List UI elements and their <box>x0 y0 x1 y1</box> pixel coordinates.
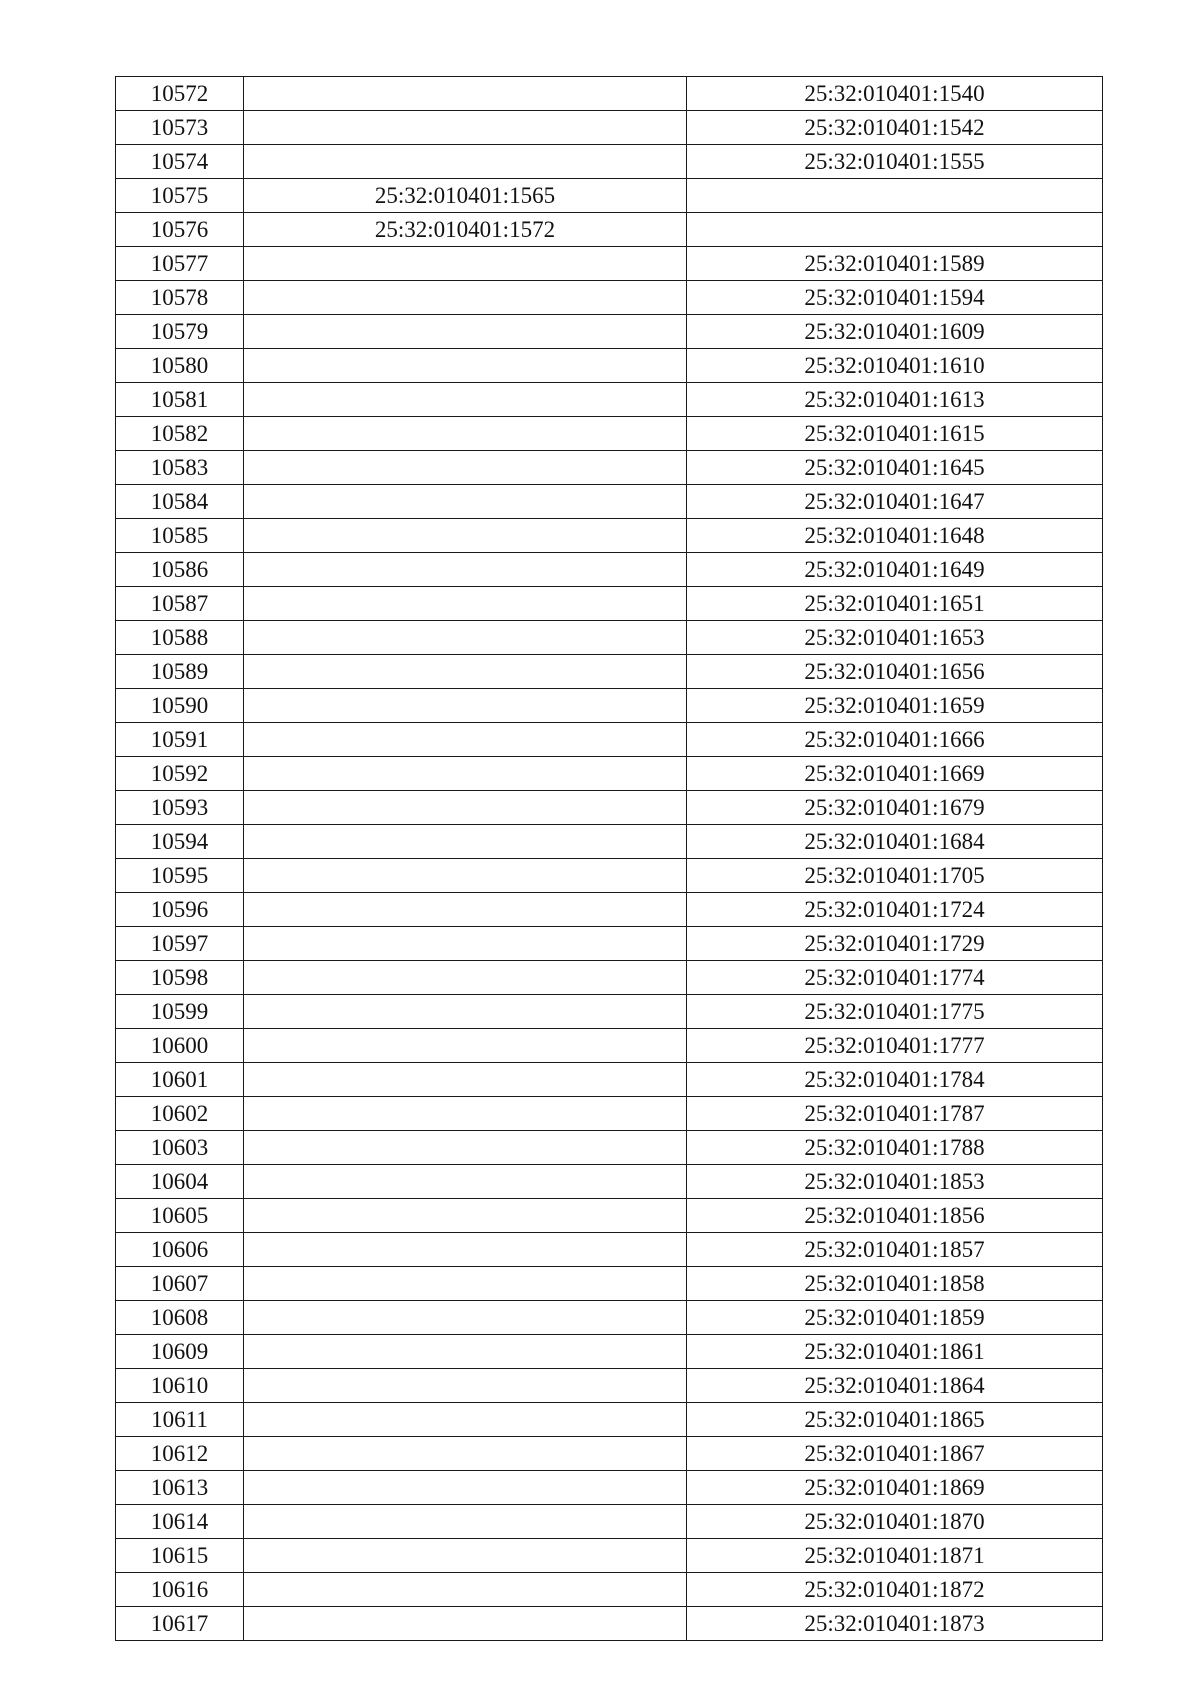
cadastral-number-cell-col2: 25:32:010401:1565 <box>244 179 687 213</box>
cadastral-number-cell-col2 <box>244 1335 687 1369</box>
cadastral-number-cell-col2 <box>244 1233 687 1267</box>
row-number-cell: 10616 <box>116 1573 244 1607</box>
table-row <box>116 1233 1103 1267</box>
row-number-cell: 10612 <box>116 1437 244 1471</box>
row-number-cell: 10609 <box>116 1335 244 1369</box>
row-number-cell: 10596 <box>116 893 244 927</box>
cadastral-number-cell-col3: 25:32:010401:1775 <box>687 995 1103 1029</box>
cadastral-number-cell-col3: 25:32:010401:1589 <box>687 247 1103 281</box>
row-number-cell: 10590 <box>116 689 244 723</box>
row-number-cell: 10605 <box>116 1199 244 1233</box>
cadastral-number-cell-col3: 25:32:010401:1645 <box>687 451 1103 485</box>
row-number-cell: 10580 <box>116 349 244 383</box>
table-row <box>116 519 1103 553</box>
row-number-cell: 10617 <box>116 1607 244 1641</box>
cadastral-number-cell-col3: 25:32:010401:1540 <box>687 77 1103 111</box>
cadastral-number-cell-col2 <box>244 1539 687 1573</box>
cadastral-number-cell-col3: 25:32:010401:1857 <box>687 1233 1103 1267</box>
cadastral-number-cell-col2 <box>244 247 687 281</box>
table-row <box>116 1573 1103 1607</box>
row-number-cell: 10576 <box>116 213 244 247</box>
row-number-cell: 10591 <box>116 723 244 757</box>
row-number-cell: 10606 <box>116 1233 244 1267</box>
cadastral-number-cell-col3: 25:32:010401:1864 <box>687 1369 1103 1403</box>
cadastral-number-cell-col3: 25:32:010401:1542 <box>687 111 1103 145</box>
cadastral-number-cell-col3: 25:32:010401:1871 <box>687 1539 1103 1573</box>
cadastral-number-cell-col3: 25:32:010401:1872 <box>687 1573 1103 1607</box>
row-number-cell: 10611 <box>116 1403 244 1437</box>
table-row <box>116 383 1103 417</box>
cadastral-number-cell-col2 <box>244 1403 687 1437</box>
cadastral-number-cell-col2 <box>244 417 687 451</box>
table-row <box>116 315 1103 349</box>
cadastral-number-cell-col2 <box>244 791 687 825</box>
cadastral-number-cell-col2 <box>244 1029 687 1063</box>
row-number-cell: 10604 <box>116 1165 244 1199</box>
table-row <box>116 145 1103 179</box>
table-row <box>116 1267 1103 1301</box>
cadastral-number-cell-col3: 25:32:010401:1679 <box>687 791 1103 825</box>
row-number-cell: 10608 <box>116 1301 244 1335</box>
row-number-cell: 10615 <box>116 1539 244 1573</box>
cadastral-number-cell-col2: 25:32:010401:1572 <box>244 213 687 247</box>
cadastral-number-cell-col3: 25:32:010401:1594 <box>687 281 1103 315</box>
cadastral-number-cell-col2 <box>244 961 687 995</box>
table-row <box>116 825 1103 859</box>
row-number-cell: 10592 <box>116 757 244 791</box>
table-row <box>116 247 1103 281</box>
cadastral-number-cell-col3: 25:32:010401:1867 <box>687 1437 1103 1471</box>
cadastral-number-cell-col2 <box>244 1573 687 1607</box>
cadastral-number-cell-col2 <box>244 1131 687 1165</box>
cadastral-number-cell-col2 <box>244 77 687 111</box>
table-row <box>116 451 1103 485</box>
cadastral-number-cell-col2 <box>244 655 687 689</box>
row-number-cell: 10598 <box>116 961 244 995</box>
cadastral-number-cell-col3: 25:32:010401:1659 <box>687 689 1103 723</box>
table-row <box>116 1199 1103 1233</box>
cadastral-number-cell-col3: 25:32:010401:1651 <box>687 587 1103 621</box>
row-number-cell: 10577 <box>116 247 244 281</box>
table-row <box>116 1607 1103 1641</box>
table-body <box>116 77 1103 1641</box>
table-row <box>116 1097 1103 1131</box>
table-row <box>116 621 1103 655</box>
table-row <box>116 1471 1103 1505</box>
cadastral-number-cell-col2 <box>244 859 687 893</box>
cadastral-number-cell-col3: 25:32:010401:1724 <box>687 893 1103 927</box>
row-number-cell: 10585 <box>116 519 244 553</box>
row-number-cell: 10603 <box>116 1131 244 1165</box>
cadastral-number-cell-col3: 25:32:010401:1858 <box>687 1267 1103 1301</box>
cadastral-number-cell-col2 <box>244 1097 687 1131</box>
row-number-cell: 10610 <box>116 1369 244 1403</box>
table-row <box>116 961 1103 995</box>
cadastral-number-cell-col2 <box>244 1607 687 1641</box>
cadastral-number-cell-col2 <box>244 451 687 485</box>
row-number-cell: 10575 <box>116 179 244 213</box>
cadastral-table <box>115 76 1103 1641</box>
row-number-cell: 10588 <box>116 621 244 655</box>
row-number-cell: 10614 <box>116 1505 244 1539</box>
cadastral-number-cell-col3: 25:32:010401:1784 <box>687 1063 1103 1097</box>
cadastral-number-cell-col3: 25:32:010401:1729 <box>687 927 1103 961</box>
cadastral-number-cell-col3: 25:32:010401:1609 <box>687 315 1103 349</box>
row-number-cell: 10597 <box>116 927 244 961</box>
cadastral-number-cell-col2 <box>244 723 687 757</box>
table-row <box>116 553 1103 587</box>
table-row <box>116 859 1103 893</box>
row-number-cell: 10613 <box>116 1471 244 1505</box>
cadastral-number-cell-col2 <box>244 281 687 315</box>
table-row <box>116 1437 1103 1471</box>
cadastral-number-cell-col2 <box>244 757 687 791</box>
cadastral-number-cell-col3: 25:32:010401:1774 <box>687 961 1103 995</box>
table-row <box>116 757 1103 791</box>
table-row <box>116 587 1103 621</box>
cadastral-number-cell-col2 <box>244 927 687 961</box>
row-number-cell: 10579 <box>116 315 244 349</box>
table-row <box>116 893 1103 927</box>
cadastral-number-cell-col2 <box>244 587 687 621</box>
cadastral-number-cell-col3: 25:32:010401:1647 <box>687 485 1103 519</box>
cadastral-number-cell-col3: 25:32:010401:1788 <box>687 1131 1103 1165</box>
row-number-cell: 10607 <box>116 1267 244 1301</box>
cadastral-number-cell-col2 <box>244 995 687 1029</box>
table-row <box>116 1403 1103 1437</box>
row-number-cell: 10583 <box>116 451 244 485</box>
cadastral-number-cell-col3: 25:32:010401:1555 <box>687 145 1103 179</box>
cadastral-number-cell-col2 <box>244 1267 687 1301</box>
row-number-cell: 10599 <box>116 995 244 1029</box>
cadastral-number-cell-col2 <box>244 519 687 553</box>
cadastral-number-cell-col3: 25:32:010401:1870 <box>687 1505 1103 1539</box>
table-row <box>116 1369 1103 1403</box>
cadastral-number-cell-col3: 25:32:010401:1666 <box>687 723 1103 757</box>
cadastral-number-cell-col2 <box>244 1165 687 1199</box>
row-number-cell: 10594 <box>116 825 244 859</box>
cadastral-number-cell-col3: 25:32:010401:1865 <box>687 1403 1103 1437</box>
table-row <box>116 1505 1103 1539</box>
table-row <box>116 1029 1103 1063</box>
table-row <box>116 1539 1103 1573</box>
row-number-cell: 10586 <box>116 553 244 587</box>
cadastral-number-cell-col2 <box>244 1301 687 1335</box>
row-number-cell: 10581 <box>116 383 244 417</box>
row-number-cell: 10589 <box>116 655 244 689</box>
table-row <box>116 1131 1103 1165</box>
cadastral-number-cell-col3: 25:32:010401:1861 <box>687 1335 1103 1369</box>
cadastral-number-cell-col2 <box>244 349 687 383</box>
cadastral-number-cell-col2 <box>244 1063 687 1097</box>
cadastral-number-cell-col3: 25:32:010401:1684 <box>687 825 1103 859</box>
table-row <box>116 417 1103 451</box>
cadastral-number-cell-col2 <box>244 1369 687 1403</box>
row-number-cell: 10572 <box>116 77 244 111</box>
cadastral-number-cell-col3: 25:32:010401:1669 <box>687 757 1103 791</box>
cadastral-number-cell-col3: 25:32:010401:1653 <box>687 621 1103 655</box>
table-row <box>116 723 1103 757</box>
row-number-cell: 10573 <box>116 111 244 145</box>
cadastral-number-cell-col2 <box>244 111 687 145</box>
cadastral-number-cell-col2 <box>244 825 687 859</box>
cadastral-number-cell-col2 <box>244 893 687 927</box>
cadastral-number-cell-col2 <box>244 485 687 519</box>
table-row <box>116 655 1103 689</box>
cadastral-number-cell-col3: 25:32:010401:1656 <box>687 655 1103 689</box>
table-row <box>116 77 1103 111</box>
row-number-cell: 10584 <box>116 485 244 519</box>
table-row <box>116 111 1103 145</box>
cadastral-number-cell-col2 <box>244 315 687 349</box>
cadastral-number-cell-col3: 25:32:010401:1777 <box>687 1029 1103 1063</box>
cadastral-number-cell-col3: 25:32:010401:1853 <box>687 1165 1103 1199</box>
cadastral-number-cell-col3: 25:32:010401:1856 <box>687 1199 1103 1233</box>
row-number-cell: 10587 <box>116 587 244 621</box>
cadastral-number-cell-col3: 25:32:010401:1869 <box>687 1471 1103 1505</box>
table-row <box>116 1165 1103 1199</box>
cadastral-number-cell-col3 <box>687 179 1103 213</box>
cadastral-number-cell-col3: 25:32:010401:1648 <box>687 519 1103 553</box>
table-row <box>116 281 1103 315</box>
cadastral-number-cell-col2 <box>244 553 687 587</box>
cadastral-number-cell-col3: 25:32:010401:1705 <box>687 859 1103 893</box>
table-row <box>116 179 1103 213</box>
cadastral-number-cell-col2 <box>244 1505 687 1539</box>
row-number-cell: 10595 <box>116 859 244 893</box>
table-row <box>116 927 1103 961</box>
table-row <box>116 1063 1103 1097</box>
table-row <box>116 791 1103 825</box>
row-number-cell: 10602 <box>116 1097 244 1131</box>
row-number-cell: 10600 <box>116 1029 244 1063</box>
table-row <box>116 1301 1103 1335</box>
cadastral-number-cell-col3: 25:32:010401:1613 <box>687 383 1103 417</box>
row-number-cell: 10574 <box>116 145 244 179</box>
cadastral-number-cell-col3: 25:32:010401:1873 <box>687 1607 1103 1641</box>
cadastral-number-cell-col2 <box>244 1199 687 1233</box>
row-number-cell: 10578 <box>116 281 244 315</box>
cadastral-number-cell-col3: 25:32:010401:1649 <box>687 553 1103 587</box>
cadastral-number-cell-col3 <box>687 213 1103 247</box>
cadastral-number-cell-col2 <box>244 621 687 655</box>
table-row <box>116 213 1103 247</box>
cadastral-number-cell-col3: 25:32:010401:1615 <box>687 417 1103 451</box>
row-number-cell: 10582 <box>116 417 244 451</box>
row-number-cell: 10593 <box>116 791 244 825</box>
row-number-cell: 10601 <box>116 1063 244 1097</box>
cadastral-number-cell-col2 <box>244 145 687 179</box>
cadastral-number-cell-col2 <box>244 689 687 723</box>
table-row <box>116 1335 1103 1369</box>
cadastral-number-cell-col3: 25:32:010401:1859 <box>687 1301 1103 1335</box>
cadastral-number-cell-col2 <box>244 1471 687 1505</box>
table-row <box>116 485 1103 519</box>
cadastral-number-cell-col2 <box>244 383 687 417</box>
table-row <box>116 689 1103 723</box>
table-row <box>116 349 1103 383</box>
cadastral-number-cell-col3: 25:32:010401:1610 <box>687 349 1103 383</box>
table-row <box>116 995 1103 1029</box>
cadastral-number-cell-col3: 25:32:010401:1787 <box>687 1097 1103 1131</box>
cadastral-number-cell-col2 <box>244 1437 687 1471</box>
